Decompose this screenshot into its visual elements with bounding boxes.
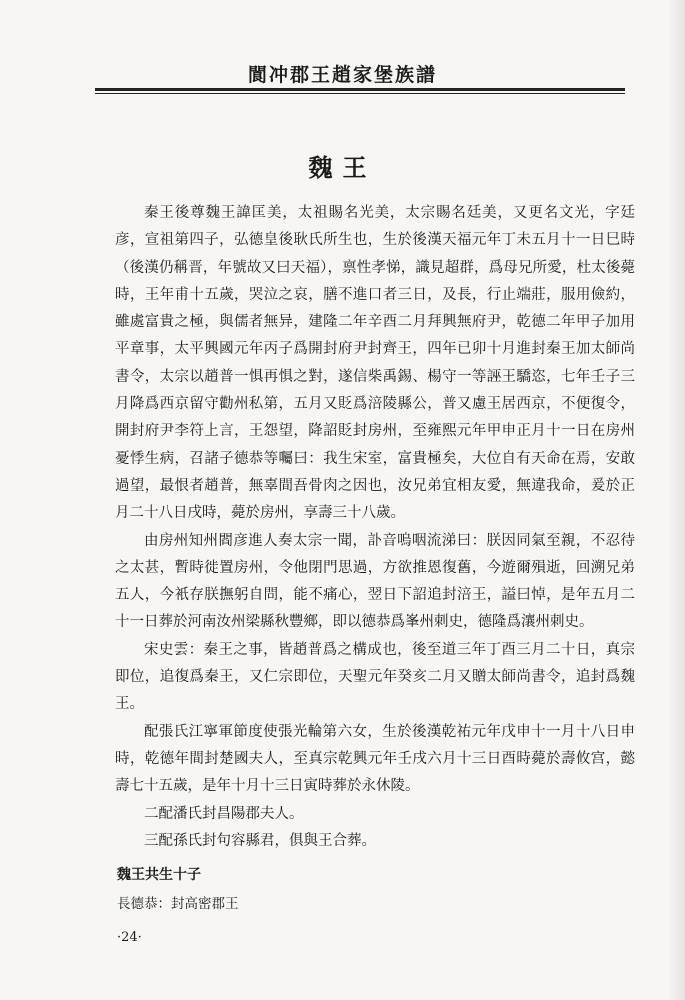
- body-text: [115, 200, 635, 855]
- header-rule-thick: [95, 88, 625, 91]
- paragraph-song-history: 宋史雲：秦王之事，皆趙普爲之構成也，後至道三年丁酉三月二十日，真宗即位，追復爲秦王，又仁宗即位，天聖元年癸亥二月又贈太師尚書令，追封爲魏王。: [115, 641, 635, 713]
- scan-edge-shadow: [667, 0, 685, 1000]
- header-rule-thin: [95, 93, 625, 94]
- sons-heading: 魏王共生十子: [117, 867, 201, 883]
- section-title: 魏王: [308, 153, 377, 182]
- paragraph-biography: 秦王後尊魏王諱匡美，太祖賜名光美，太宗賜名廷美，又更名文光，字廷彦，宣祖第四子，弘德皇後耿氏所生也，生於後漢天福元年丁未五月十一日巳時（後漢仍稱晋，年號故又曰天福），禀性孝悌，識見超群，爲母兄所愛，杜太後薨時，王年甫十五歲，哭泣之哀，膳不進口者三日，及長，行止端莊，服用儉約，雖處富貴之極，與儒者無异，建隆二年辛酉二月拜興無府尹，乾德二年甲子加用平章事，太平興國元年丙子爲開封府尹封齊王，四年已卯十月進封秦王加太師尚書令，太宗以趙普一惧再惧之對，遂信柴禹錫、楊守一等誣王驕恣，七年壬子三月降爲西京留守勸州私第，五月又貶爲涪陵縣公，普又慮王居西京，不便復令，開封府尹李符上言，王怨望，降詔貶封房州，至雍熙元年甲申正月十一日在房州憂悸生病，召諸子德恭等囑曰：我生宋室，富貴極矣，大位自有天命在焉，安敢過望，最恨者趙普，無辜間吾骨肉之因也，汝兄弟宜相友愛，無違我命，爰於正月二十八日戌時，薨於房州，享壽三十八歲。: [115, 205, 635, 522]
- paragraph-second-consort: 二配潘氏封昌陽郡夫人。: [144, 805, 304, 822]
- paragraph-death-report: 由房州知州閻彦進人奏太宗一聞，訃音嗚咽流涕曰：朕因同氣至親，不忍待之太甚，暫時徙置房州，令他閉門思過，方欲推恩復舊，今遊爾殞逝，回溯兄弟五人，今衹存朕撫躬自問，能不痛心，翌日下詔追封涪王，謚曰悼，是年五月二十一日葬於河南汝州梁縣秋豐鄉，即以德恭爲峯州刺史，德隆爲瀼州刺史。: [115, 532, 635, 631]
- sons-list-item: 長德恭：封高密郡王: [117, 896, 239, 912]
- paragraph-third-consort: 三配孫氏封句容縣君，俱與王合葬。: [144, 832, 376, 849]
- page-number: ·24·: [117, 930, 142, 945]
- paragraph-first-consort: 配張氏江寧軍節度使張光輪第六女，生於後漢乾祐元年戊申十一月十八日申時，乾德年間封楚國夫人，至真宗乾興元年壬戌六月十三日酉時薨於壽攸宫，懿壽七十五歲，是年十月十三日寅時葬於永休陵。: [115, 723, 635, 795]
- running-header: 閬冲郡王趙家堡族譜: [247, 64, 437, 86]
